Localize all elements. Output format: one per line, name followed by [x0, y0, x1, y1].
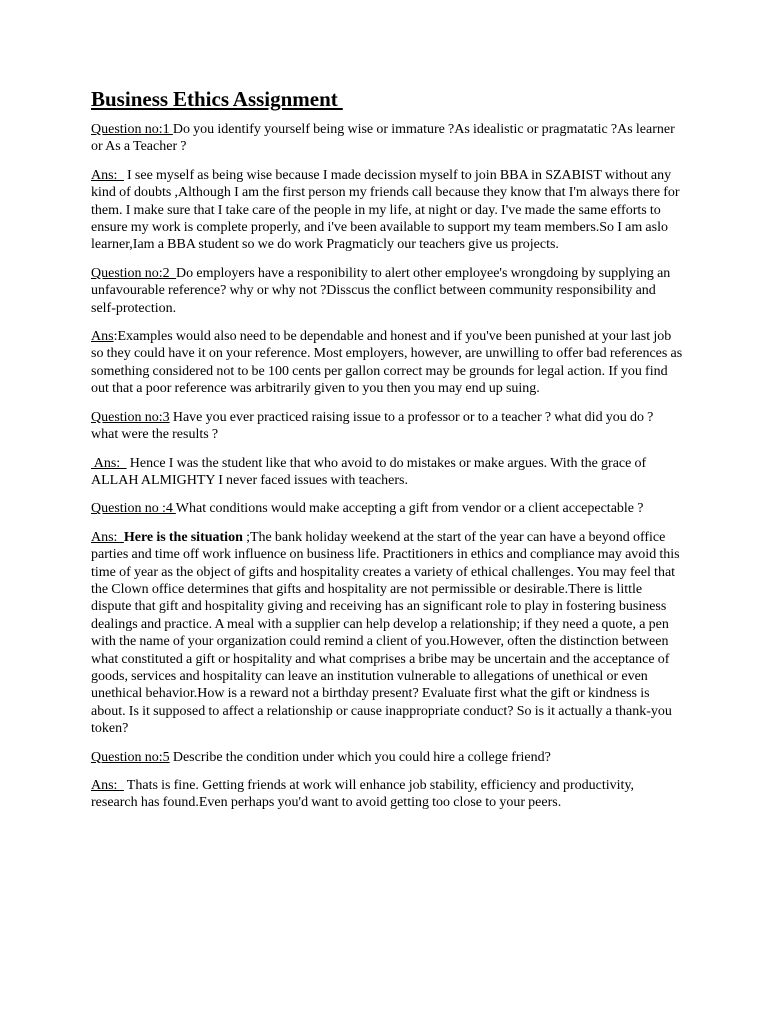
question-label: Question no:2 [91, 265, 177, 281]
question-label: Question no:3 [91, 409, 170, 425]
question-4 [91, 500, 683, 517]
answer-3 [91, 455, 683, 490]
answer-label: Ans: [91, 778, 124, 793]
question-text: Do employers have a responibility to alert other employee's wrongdoing by supplying an unfavourable reference? why or why not ?Disscus the conflict between community responsibility and self-protection. [91, 265, 671, 316]
question-text: Have you ever practiced raising issue to a professor or to a teacher ? what did you do ? what were the results ? [91, 409, 654, 443]
answer-text: Thats is fine. Getting friends at work will enhance job stability, efficiency and productivity, research has found.Even perhaps you'd want to avoid getting too close to your peers. [91, 778, 635, 811]
question-5 [91, 749, 683, 766]
answer-text: Hence I was the student like that who avoid to do mistakes or make argues. With the grace of ALLAH ALMIGHTY I never faced issues with teachers. [91, 455, 647, 488]
question-text: Describe the condition under which you could hire a college friend? [169, 749, 551, 765]
question-label: Question no:1 [91, 122, 173, 137]
document-title: Business Ethics Assignment [91, 87, 343, 111]
answer-1 [91, 167, 683, 254]
answer-text: I see myself as being wise because I made decission myself to join BBA in SZABIST without any kind of doubts ,Although I am the first person my friends call because they know that I'm always there for them. I make sure that I take care of the people in my life, at night or day. I've made the same efforts to ensure my work is complete properly, and i've been available to support my team members.So I am aslo learner,Iam a BBA student so we do work Pragmaticly our teachers give us projects. [91, 167, 680, 253]
answer-4 [91, 529, 683, 738]
document-page [91, 84, 683, 823]
answer-label: Ans [91, 329, 114, 345]
question-label: Question no:5 [91, 749, 170, 765]
answer-bold-lead: Here is the situation [123, 529, 243, 545]
answer-2 [91, 328, 683, 398]
answer-label: Ans: [91, 167, 124, 183]
answer-label: Ans: [91, 455, 127, 471]
question-2 [91, 265, 683, 317]
question-label: Question no :4 [91, 501, 176, 517]
question-1 [91, 121, 683, 156]
question-3 [91, 409, 683, 444]
answer-label: Ans: [91, 529, 124, 545]
answer-text: ;The bank holiday weekend at the start of the year can have a beyond office parties and time off work influence on business life. Practitioners in ethics and compliance may avoid this time of year as the object of gifts and hospitality creates a variety of ethical challenges. You may feel that the Clown office determines that gifts and hospitality are not permissible or desirable.There is little dispute that gift and hospitality giving and receiving has an significant role to play in fostering business dealings and practice. A meal with a supplier can help develop a relationship; if they need a quote, a pen with the name of your organization could remind a client of you.However, often the distinction between what constituted a gift or hospitality and what comprises a bribe may be uncertain and the acceptance of goods, services and hospitality can leave an institution vulnerable to allegations of unethical or even unethical behavior.How is a reward not a birthday present? Evaluate first what the gift or kindness is about. Is it supposed to affect a relationship or cause inappropriate conduct? So is it actually a thank-you token? [91, 529, 680, 737]
question-text: Do you identify yourself being wise or immature ?As idealistic or pragmatatic ?As learner or As a Teacher ? [91, 122, 675, 155]
answer-text: :Examples would also need to be dependable and honest and if you've been punished at your last job so they could have it on your reference. Most employers, however, are unwilling to offer bad references as something considered not to be 100 cents per gallon correct may be grounds for legal action. If you find out that a poor reference was arbitrarily given to you then you may end up suing. [91, 329, 683, 397]
answer-5 [91, 777, 683, 812]
question-text: What conditions would make accepting a gift from vendor or a client accepectable ? [175, 501, 644, 517]
